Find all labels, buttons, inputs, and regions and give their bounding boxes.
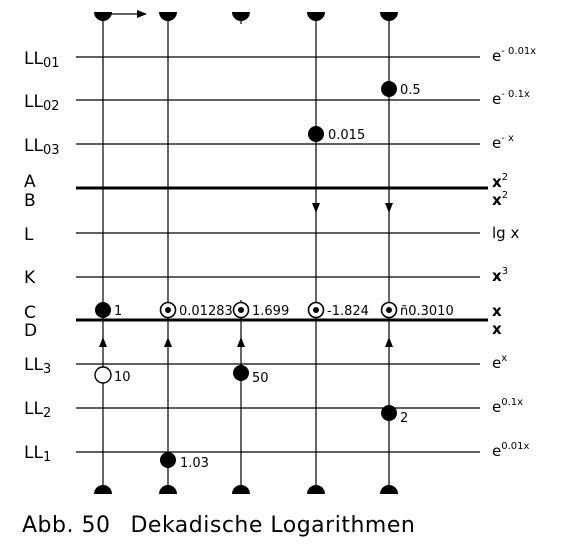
scale-functions xyxy=(492,46,536,460)
scale-func-ll01: $e^{- 0.01x}$ xyxy=(492,46,537,65)
value-markers xyxy=(95,81,454,471)
cursor-top-cap-4 xyxy=(307,12,325,21)
marker-dotted-center xyxy=(313,307,319,313)
cursor-bottom-cap-1 xyxy=(94,485,112,494)
figure-caption xyxy=(22,513,415,538)
marker-label: 2 xyxy=(400,411,409,426)
marker-filled xyxy=(95,302,111,318)
marker-label: -1.824 xyxy=(327,304,369,319)
marker-label: 1 xyxy=(114,304,123,319)
marker-label: 0.015 xyxy=(328,128,366,143)
scale-name-c: C xyxy=(24,303,36,323)
scale-name-k: K xyxy=(24,268,36,288)
marker-label: 1.699 xyxy=(252,304,290,319)
scale-func-k: $x^3$ xyxy=(492,266,509,285)
marker-dotted-center xyxy=(238,307,244,313)
scale-name-ll03: LL03 xyxy=(24,136,60,158)
scale-func-ll03: $e^{- x}$ xyxy=(492,133,514,152)
scale-func-l: lg x xyxy=(492,224,520,242)
marker-label: 10 xyxy=(114,370,131,385)
cursor-bottom-cap-3 xyxy=(232,485,250,494)
scale-func-ll02: $e^{- 0.1x}$ xyxy=(492,89,530,108)
marker-label: ñ0.3010 xyxy=(400,304,454,319)
scale-func-b: $x^2$ xyxy=(492,190,509,209)
marker-dotted-center xyxy=(386,307,392,313)
cursor-bottom-cap-5 xyxy=(380,485,398,494)
scale-func-ll1: $e^{0.01x}$ xyxy=(492,441,530,460)
marker-filled xyxy=(381,81,397,97)
marker-filled xyxy=(233,365,249,381)
cursor-lines xyxy=(103,14,389,488)
marker-filled xyxy=(308,126,324,142)
scale-func-ll2: $e^{0.1x}$ xyxy=(492,397,524,416)
scale-name-ll01: LL01 xyxy=(24,49,60,71)
scale-func-ll3: $e^x$ xyxy=(492,353,508,372)
scale-name-ll2: LL2 xyxy=(24,399,52,421)
up-arrow-icon xyxy=(237,337,245,347)
marker-label: 50 xyxy=(252,371,269,386)
scale-name-ll3: LL3 xyxy=(24,355,52,377)
cursor-top-cap-5 xyxy=(380,12,398,21)
cursor-ends xyxy=(94,12,398,494)
cursor-top-cap-3 xyxy=(232,12,250,21)
scale-func-c: x xyxy=(492,302,502,320)
down-arrow-icon xyxy=(385,203,393,213)
scale-lines xyxy=(76,57,488,452)
up-arrow-icon xyxy=(164,337,172,347)
up-arrow-icon xyxy=(385,337,393,347)
scale-name-ll1: LL1 xyxy=(24,443,52,465)
scale-name-a: A xyxy=(24,172,36,192)
marker-label: 1.03 xyxy=(180,456,209,471)
cursor-top-cap-2 xyxy=(159,12,177,21)
scale-name-ll02: LL02 xyxy=(24,92,60,114)
cursor-bottom-cap-4 xyxy=(307,485,325,494)
up-arrow-icon xyxy=(99,337,107,347)
scale-name-l: L xyxy=(24,225,34,245)
scale-func-a: $x^2$ xyxy=(492,172,509,191)
marker-open xyxy=(95,367,111,383)
marker-filled xyxy=(160,452,176,468)
cursor-bottom-cap-2 xyxy=(159,485,177,494)
marker-filled xyxy=(381,405,397,421)
cursor-top-cap-1 xyxy=(94,12,112,21)
marker-dotted-center xyxy=(165,307,171,313)
caption-number: Abb. 50 xyxy=(22,513,111,538)
scale-name-d: D xyxy=(24,321,38,341)
marker-label: 0.01283 xyxy=(179,304,233,319)
caption-title: Dekadische Logarithmen xyxy=(130,513,416,538)
scale-func-d: x xyxy=(492,320,502,338)
scale-name-b: B xyxy=(24,191,36,211)
scale-names xyxy=(24,49,60,465)
direction-arrows xyxy=(99,14,393,347)
down-arrow-icon xyxy=(312,203,320,213)
marker-label: 0.5 xyxy=(400,83,421,98)
